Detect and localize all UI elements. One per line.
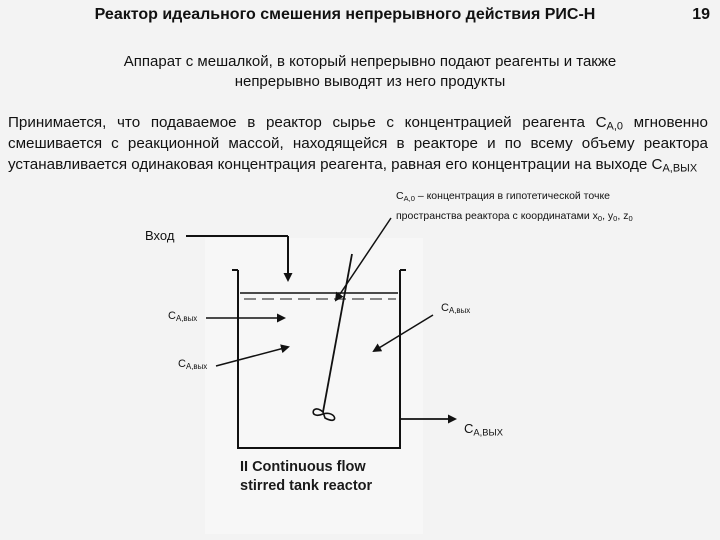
label-c-out-lower: $C_{A,вых}$ — [178, 358, 208, 371]
c-subscript: A,0 — [606, 120, 623, 133]
note-z-sub: 0 — [628, 213, 633, 223]
c-symbol: C — [595, 114, 607, 131]
inlet-label: Вход — [145, 228, 175, 243]
c-out-subscript: A,ВЫХ — [662, 162, 698, 175]
note-z-label: , z — [617, 210, 629, 222]
caption-line-2: stirred tank reactor — [240, 478, 373, 494]
note-c-sub: A,0 — [403, 193, 415, 203]
note-y-sub: 0 — [613, 213, 618, 223]
note-line-1-text: – концентрация в гипотетической точке — [414, 190, 611, 202]
label-c-out-left: $C_{A,вых}$ — [168, 310, 198, 323]
caption-line-1: II Continuous flow — [240, 459, 366, 475]
page-number: 19 — [692, 6, 710, 23]
paragraph-text-2: мгновенно смешивается с реакционной массой, находящейся в реакторе и по всему объему реактора устанавливается одинаковая концентрация реагента, равная его концентрации на выходе — [8, 114, 709, 173]
slide-title: Реактор идеального смешения непрерывного действия РИС-Н — [94, 6, 596, 23]
note-c-symbol: C — [396, 190, 404, 202]
outlet-label: $C_{A,ВЫХ}$ — [464, 421, 503, 438]
diagram-caption — [240, 458, 372, 496]
paragraph-text-1: Принимается, что подаваемое в реактор сырье с концентрацией реагента — [8, 114, 596, 131]
note-x-sub: 0 — [597, 213, 603, 223]
note-y-label: , y — [602, 210, 614, 222]
note-line-2-text: пространства реактора с координатами x — [396, 210, 598, 222]
c-out-symbol: C — [651, 156, 663, 173]
subtitle-line-2: непрерывно выводят из него продукты — [234, 73, 506, 90]
label-c-out-right: $C_{A,вых}$ — [441, 302, 471, 315]
subtitle-line-1: Аппарат с мешалкой, в который непрерывно подают реагенты и также — [123, 53, 617, 70]
